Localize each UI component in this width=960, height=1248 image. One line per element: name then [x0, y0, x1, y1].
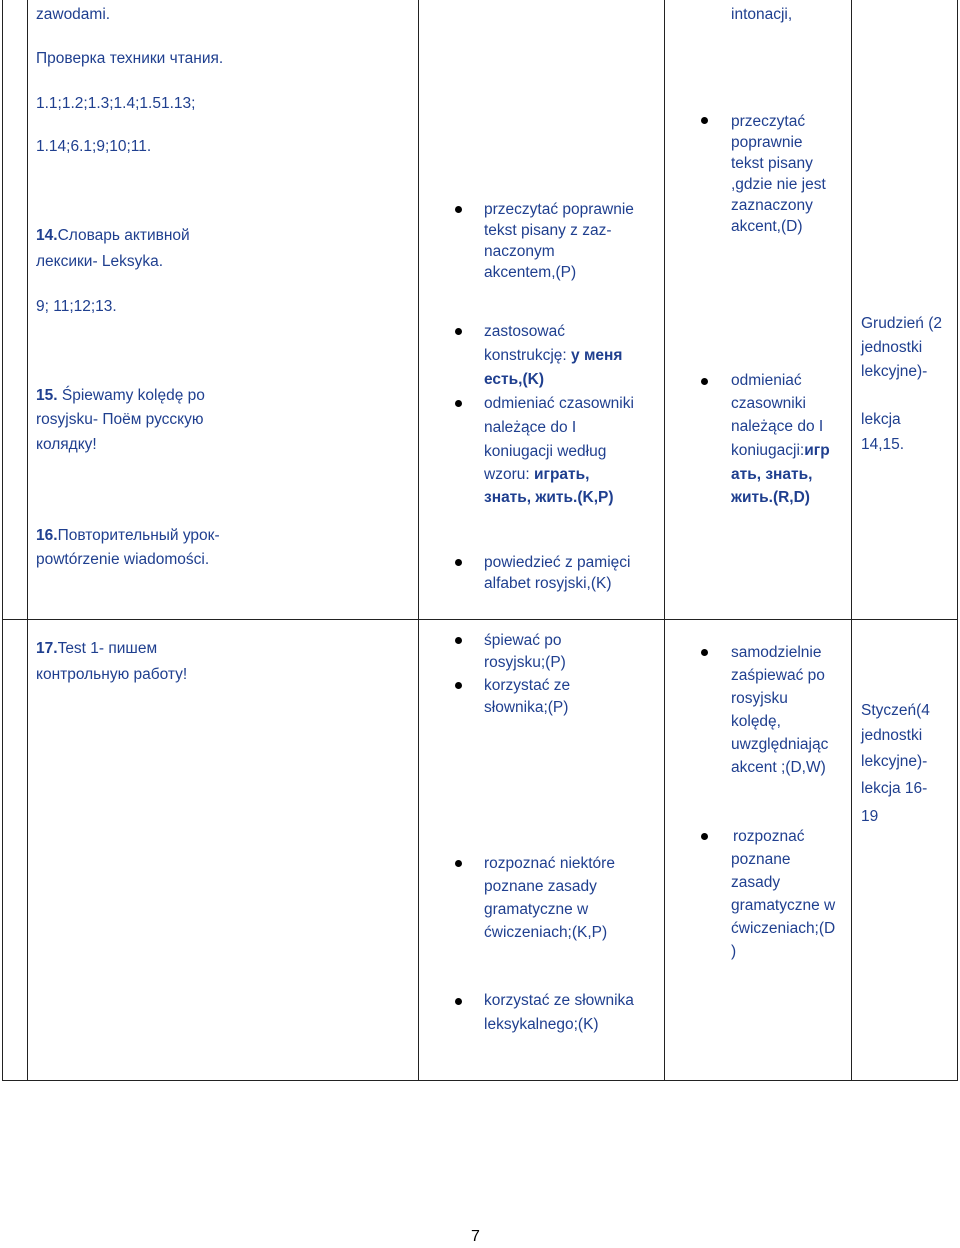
requirement-text: koniugacji według — [484, 443, 607, 460]
requirement-text: poprawnie — [731, 134, 803, 151]
topic-title: Test 1- пишем — [57, 640, 158, 657]
requirement-text: przeczytać poprawnie — [484, 201, 634, 218]
requirement-text: naczonym — [484, 243, 555, 260]
schedule-text: jednostki — [861, 727, 923, 744]
bullet-icon — [455, 860, 462, 867]
bullet-icon — [455, 998, 462, 1005]
requirement-text: ) — [731, 943, 737, 960]
requirement-text: akcentem,(P) — [484, 264, 577, 281]
requirement-text: akcent ;(D,W) — [731, 759, 826, 776]
schedule-text: lekcyjne)- — [861, 363, 928, 380]
table-divider-3 — [664, 0, 665, 1081]
requirement-text: korzystać ze — [484, 677, 571, 694]
requirement-text: ,gdzie nie jest — [731, 176, 826, 193]
bullet-icon — [455, 637, 462, 644]
requirement-text: uwzględniając — [731, 736, 829, 753]
schedule-text: lekcja 16- — [861, 780, 928, 797]
requirement-text: ćwiczeniach;(D — [731, 920, 836, 937]
requirement-text: rosyjsku;(P) — [484, 654, 566, 671]
requirement-text: rozpoznać — [733, 828, 805, 845]
table-left-border — [2, 0, 3, 1081]
requirement-text — [484, 464, 589, 486]
requirement-part: koniugacji: — [731, 442, 805, 459]
requirement-text: korzystać ze słownika — [484, 992, 634, 1009]
bullet-icon — [701, 833, 708, 840]
bullet-icon — [701, 378, 708, 385]
topic-standards: 1.14;6.1;9;10;11. — [36, 138, 152, 155]
topic-number: 14. — [36, 227, 58, 244]
requirement-text: samodzielnie — [731, 644, 822, 661]
table-divider-1 — [27, 0, 28, 1081]
page-number: 7 — [471, 1228, 480, 1245]
topic-16 — [36, 525, 220, 547]
russian-phrase: у меня — [571, 347, 623, 364]
requirement-text: rosyjsku — [731, 690, 788, 707]
requirement-text: alfabet rosyjski,(K) — [484, 575, 612, 592]
russian-phrase: ать, знать, — [731, 466, 813, 483]
topic-number: 15. — [36, 387, 58, 404]
requirement-part: konstrukcję: — [484, 347, 572, 364]
schedule-text: 14,15. — [861, 436, 905, 453]
requirement-text: rozpoznać niektóre — [484, 855, 615, 872]
bullet-icon — [701, 649, 708, 656]
requirement-text: gramatyczne w — [484, 901, 589, 918]
russian-phrase: играть, — [533, 466, 590, 483]
topic-text: zawodami. — [36, 6, 111, 23]
schedule-text: Grudzień (2 — [861, 315, 942, 332]
bullet-icon — [455, 559, 462, 566]
schedule-text: lekcyjne)- — [861, 753, 928, 770]
requirement-text: tekst pisany — [731, 155, 813, 172]
topic-title: Śpiewamy kolędę po — [57, 387, 205, 404]
requirement-text: poznane zasady — [484, 878, 597, 895]
requirement-text: przeczytać — [731, 113, 806, 130]
topic-text: powtórzenie wiadomości. — [36, 551, 210, 568]
requirement-text: odmieniać — [731, 372, 802, 389]
table-divider-2 — [418, 0, 419, 1081]
requirement-text: odmieniać czasowniki — [484, 395, 634, 412]
topic-text: rosyjsku- Поём русскую — [36, 411, 204, 428]
requirement-text: zaznaczony — [731, 197, 813, 214]
requirement-text: należące do I — [484, 419, 577, 436]
bullet-icon — [701, 117, 708, 124]
table-right-border — [957, 0, 958, 1081]
topic-standards: 9; 11;12;13. — [36, 298, 117, 315]
bullet-icon — [455, 206, 462, 213]
requirement-text: śpiewać po — [484, 632, 562, 649]
requirement-text: poznane — [731, 851, 791, 868]
requirement-part: wzoru: — [484, 466, 534, 483]
requirement-text: leksykalnego;(K) — [484, 1016, 599, 1033]
requirement-text — [731, 440, 830, 462]
topic-17 — [36, 638, 157, 660]
topic-standards: 1.1;1.2;1.3;1.4;1.51.13; — [36, 95, 196, 112]
requirement-text: zaśpiewać po — [731, 667, 825, 684]
topic-text: лексики- Leksyka. — [36, 253, 164, 270]
topic-title: Повторительный урок- — [57, 527, 220, 544]
requirement-text: zasady — [731, 874, 781, 891]
requirement-text: akcent,(D) — [731, 218, 803, 235]
bullet-icon — [455, 400, 462, 407]
russian-phrase: игр — [804, 442, 830, 459]
requirement-text: należące do I — [731, 418, 824, 435]
requirement-text: słownika;(P) — [484, 699, 569, 716]
topic-14 — [36, 225, 190, 247]
bullet-icon — [455, 682, 462, 689]
requirement-text: tekst pisany z zaz- — [484, 222, 612, 239]
schedule-text: Styczeń(4 — [861, 702, 930, 719]
table-divider-4 — [851, 0, 852, 1081]
russian-phrase: жить.(R,D) — [731, 489, 810, 506]
topic-15 — [36, 385, 205, 407]
requirement-text: ćwiczeniach;(K,P) — [484, 924, 608, 941]
requirement-text: czasowniki — [731, 395, 806, 412]
topic-title: Словарь активной — [57, 227, 190, 244]
topic-number: 16. — [36, 527, 58, 544]
requirement-text: powiedzieć z pamięci — [484, 554, 631, 571]
russian-phrase: знать, жить.(K,P) — [484, 489, 614, 506]
requirement-text: zastosować — [484, 323, 565, 340]
table-row-divider — [2, 619, 958, 620]
schedule-text: jednostki — [861, 339, 923, 356]
schedule-text: lekcja — [861, 411, 901, 428]
topic-text: контрольную работу! — [36, 666, 188, 683]
table-bottom-border — [2, 1080, 958, 1081]
requirement-text: kolędę, — [731, 713, 781, 730]
schedule-text: 19 — [861, 808, 879, 825]
bullet-icon — [455, 328, 462, 335]
topic-text: колядку! — [36, 436, 97, 453]
topic-text: Проверка техники чтания. — [36, 50, 224, 67]
russian-phrase: есть,(K) — [484, 371, 544, 388]
requirement-text: intonacji, — [731, 6, 793, 23]
requirement-text: gramatyczne w — [731, 897, 836, 914]
requirement-text — [484, 345, 622, 367]
topic-number: 17. — [36, 640, 58, 657]
